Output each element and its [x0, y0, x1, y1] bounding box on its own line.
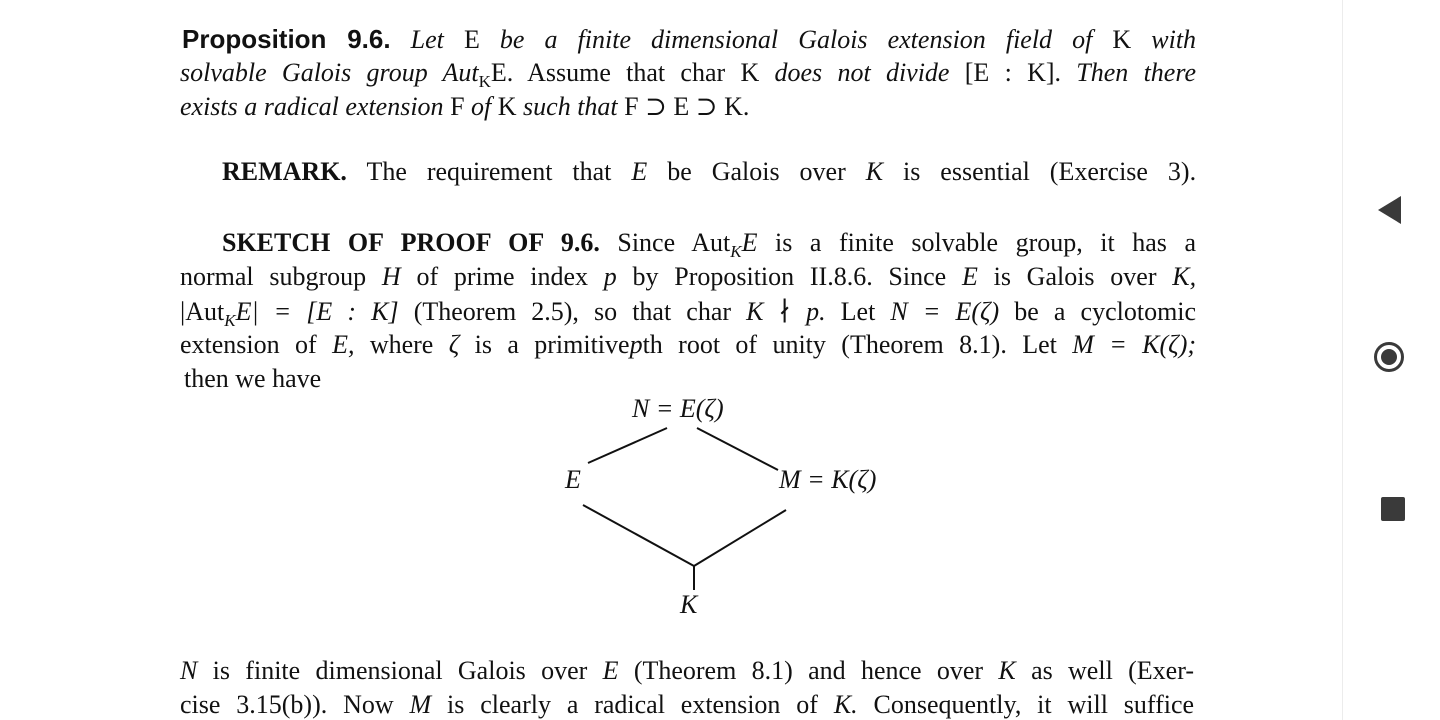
back-triangle-icon[interactable]	[1378, 196, 1401, 224]
remark-label: REMARK.	[222, 157, 347, 186]
sketch-line-2: normal subgroup H of prime index p by Proposition II.8.6. Since E is Galois over K,	[180, 262, 1197, 291]
edge-m-to-k	[694, 510, 786, 566]
edge-e-to-n	[588, 428, 667, 463]
recents-square-icon[interactable]	[1381, 497, 1405, 521]
sketch-label: SKETCH OF PROOF OF 9.6.	[222, 228, 600, 257]
proposition-line-1: Proposition 9.6. Let E be a finite dimensional Galois extension field of K with	[182, 24, 1197, 54]
remark-line: REMARK. The requirement that E be Galois over K is essential (Exercise 3).	[222, 157, 1197, 186]
diagram-node-k: K	[680, 590, 698, 619]
edge-e-to-k	[583, 505, 694, 566]
home-circle-icon[interactable]	[1374, 342, 1404, 372]
proposition-line-3: exists a radical extension F of K such that F ⊃ E ⊃ K.	[180, 92, 750, 121]
diagram-node-n: N = E(ζ)	[632, 394, 724, 423]
diagram-node-m: M = K(ζ)	[779, 465, 877, 494]
sketch-line-4: extension of E, where ζ is a primitivepth root of unity (Theorem 8.1). Let M = K(ζ);	[180, 330, 1197, 359]
sketch-line-5: then we have	[184, 364, 322, 393]
sketch-line-3: |Aut$_K$E| = [E : K] (Theorem 2.5), so that char K ∤ p. Let N = E(ζ) be a cyclotomic	[180, 297, 1197, 331]
sketch-line-1: SKETCH OF PROOF OF 9.6. Since Aut$_K$E is a finite solvable group, it has a	[222, 228, 1197, 262]
after-line-1: N is finite dimensional Galois over E (Theorem 8.1) and hence over K as well (Exer-	[180, 656, 1194, 685]
proposition-line-2: solvable Galois group Aut$_K$E. Assume that char K does not divide [E : K]. Then there	[180, 58, 1197, 92]
after-line-2: cise 3.15(b)). Now M is clearly a radical extension of K. Consequently, it will suffice	[180, 690, 1195, 719]
diagram-node-e: E	[565, 465, 581, 494]
proposition-label: Proposition 9.6.	[182, 24, 391, 54]
edge-n-to-m	[697, 428, 778, 470]
